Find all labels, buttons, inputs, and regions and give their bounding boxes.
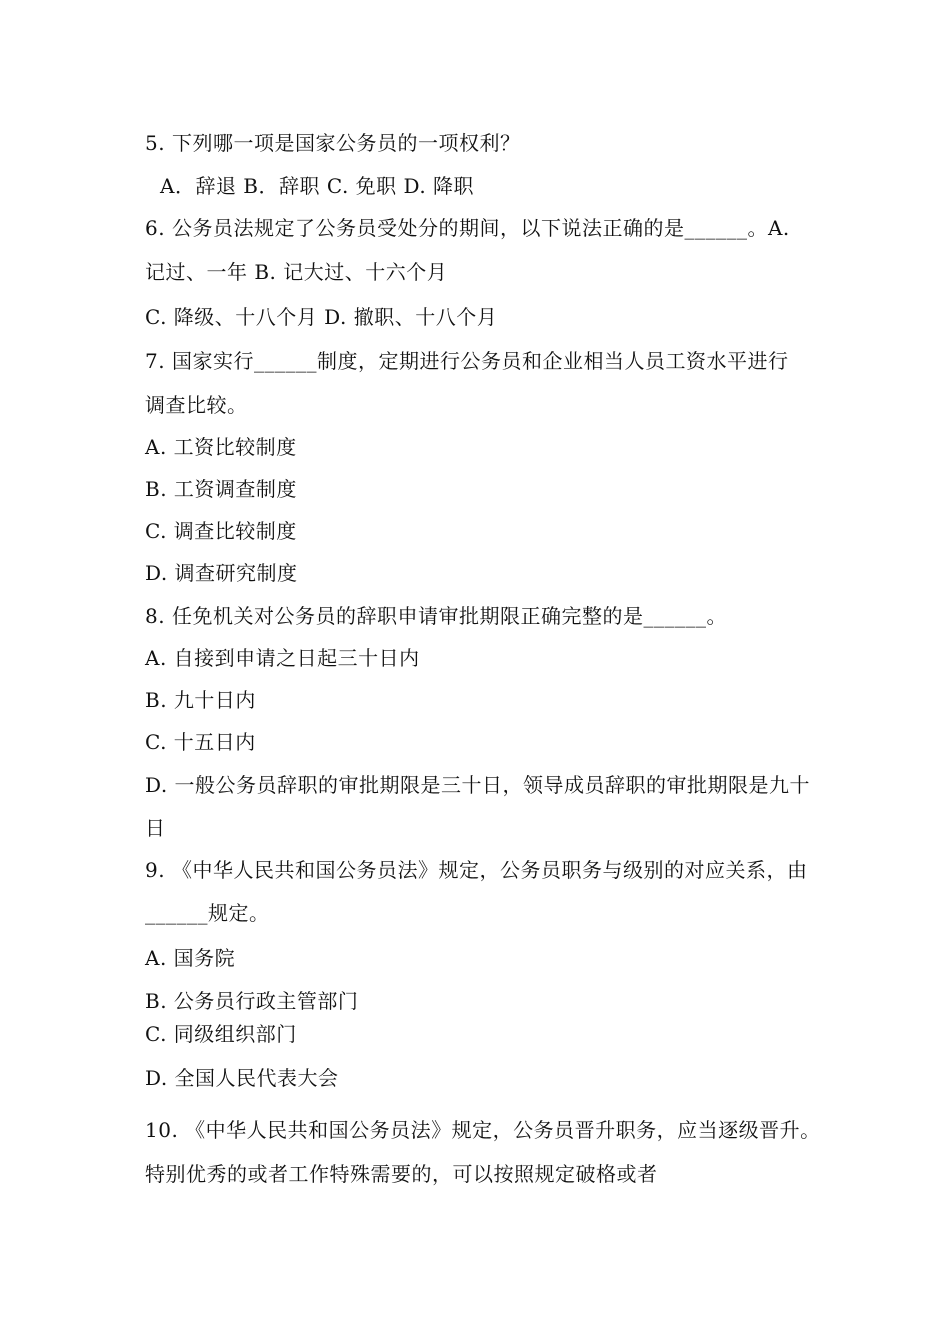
question-9-stem: 9. 《中华人民共和国公务员法》规定，公务员职务与级别的对应关系，由 (145, 858, 808, 882)
question-9-stem-cont: ______规定。 (145, 901, 270, 925)
question-9-option-a: A. 国务院 (145, 946, 236, 970)
question-7-option-c: C. 调查比较制度 (145, 519, 297, 543)
question-8-option-d: D. 一般公务员辞职的审批期限是三十日，领导成员辞职的审批期限是九十 (145, 773, 811, 797)
question-9-option-b: B. 公务员行政主管部门 (145, 989, 359, 1013)
question-10-stem: 10. 《中华人民共和国公务员法》规定，公务员晋升职务，应当逐级晋升。 (145, 1118, 821, 1142)
question-7-option-d: D. 调查研究制度 (145, 561, 298, 585)
question-8-option-c: C. 十五日内 (145, 730, 256, 754)
question-8-option-d-cont: 日 (145, 816, 166, 840)
question-9-option-c: C. 同级组织部门 (145, 1022, 297, 1046)
question-10-stem-cont: 特别优秀的或者工作特殊需要的，可以按照规定破格或者 (145, 1162, 658, 1186)
question-6-options-ab: 记过、一年 B. 记大过、十六个月 (145, 260, 448, 284)
question-7-option-a: A. 工资比较制度 (145, 435, 297, 459)
question-8-option-a: A. 自接到申请之日起三十日内 (145, 646, 420, 670)
question-6-stem: 6. 公务员法规定了公务员受处分的期间，以下说法正确的是______。A. (145, 216, 790, 240)
question-7-stem-cont: 调查比较。 (145, 393, 248, 417)
question-5-stem: 5. 下列哪一项是国家公务员的一项权利？ (145, 131, 521, 155)
question-8-stem: 8. 任免机关对公务员的辞职申请审批期限正确完整的是______。 (145, 604, 727, 628)
question-5-options: A．辞退 B．辞职 C. 免职 D. 降职 (160, 174, 475, 198)
question-7-stem: 7. 国家实行______制度，定期进行公务员和企业相当人员工资水平进行 (145, 349, 789, 373)
question-7-option-b: B. 工资调查制度 (145, 477, 297, 501)
question-8-option-b: B. 九十日内 (145, 688, 256, 712)
question-9-option-d: D. 全国人民代表大会 (145, 1066, 339, 1090)
question-6-options-cd: C. 降级、十八个月 D. 撤职、十八个月 (145, 305, 498, 329)
